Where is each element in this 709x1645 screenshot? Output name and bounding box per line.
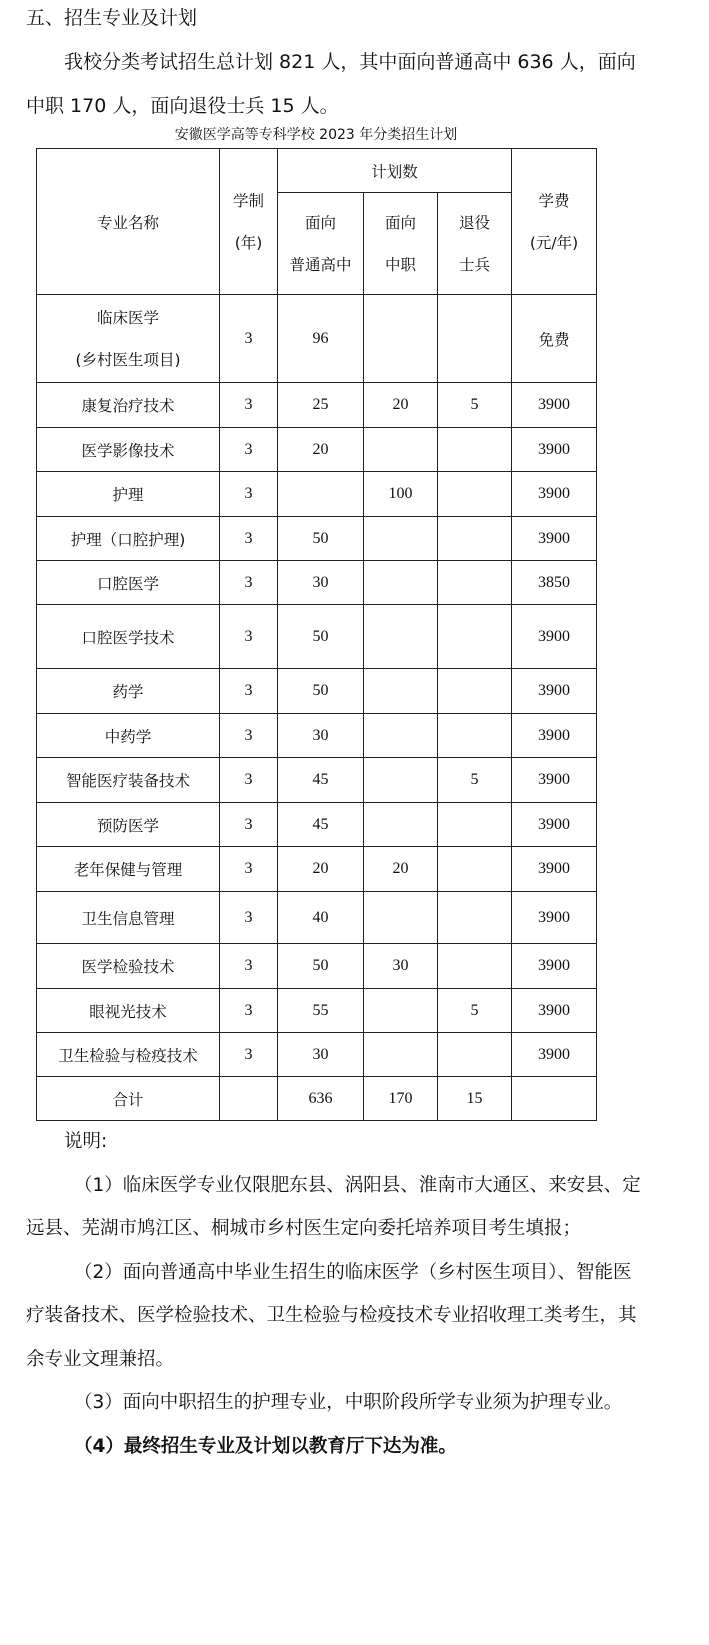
- cell-years: 3: [220, 892, 278, 944]
- intro-paragraph: 我校分类考试招生总计划 821 人，其中面向普通高中 636 人，面向中职 170 人，面向退役士兵 15 人。: [26, 51, 636, 117]
- cell-high-school: 30: [278, 1033, 364, 1077]
- cell-major: 康复治疗技术: [37, 383, 220, 428]
- cell-veterans: [438, 561, 512, 605]
- table-row: [37, 383, 597, 428]
- cell-veterans: [438, 847, 512, 892]
- cell-major: [37, 295, 220, 383]
- cell-high-school: [278, 472, 364, 517]
- cell-fee: 3900: [512, 847, 597, 892]
- header-veterans: [438, 193, 512, 295]
- cell-vocational: 100: [364, 472, 438, 517]
- header-plan: 计划数: [278, 149, 512, 193]
- cell-veterans: [438, 892, 512, 944]
- header-fee: [512, 149, 597, 295]
- major-note: (乡村医生项目): [75, 350, 181, 369]
- header-years: [220, 149, 278, 295]
- table-row: [37, 1033, 597, 1077]
- cell-major: 药学: [37, 669, 220, 714]
- cell-veterans: [438, 605, 512, 669]
- table-row: [37, 758, 597, 803]
- cell-major: 护理（口腔护理): [37, 517, 220, 561]
- cell-vocational: [364, 561, 438, 605]
- cell-veterans: 5: [438, 758, 512, 803]
- cell-years: 3: [220, 295, 278, 383]
- cell-high-school: 30: [278, 714, 364, 758]
- cell-years: 3: [220, 989, 278, 1033]
- cell-fee: 3900: [512, 944, 597, 989]
- notes-section: [26, 1120, 646, 1468]
- header-years-line1: 学制: [232, 191, 264, 210]
- cell-fee: 3900: [512, 803, 597, 847]
- cell-veterans: [438, 517, 512, 561]
- major-name: 临床医学: [96, 308, 159, 327]
- cell-major: 护理: [37, 472, 220, 517]
- header-row-1: [37, 149, 597, 193]
- table-row: [37, 517, 597, 561]
- cell-veterans: [438, 472, 512, 517]
- cell-major: 预防医学: [37, 803, 220, 847]
- total-years: [220, 1077, 278, 1121]
- cell-veterans: [438, 669, 512, 714]
- cell-high-school: 50: [278, 517, 364, 561]
- table-row: [37, 472, 597, 517]
- cell-high-school: 45: [278, 803, 364, 847]
- table-row: [37, 892, 597, 944]
- cell-vocational: 20: [364, 847, 438, 892]
- table-row: [37, 428, 597, 472]
- cell-years: 3: [220, 758, 278, 803]
- cell-vocational: [364, 714, 438, 758]
- section-title: 五、招生专业及计划: [26, 7, 198, 29]
- cell-vocational: [364, 605, 438, 669]
- note-1: （1）临床医学专业仅限肥东县、涡阳县、淮南市大通区、来安县、定远县、芜湖市鸠江区、桐城市乡村医生定向委托培养项目考生填报；: [26, 1174, 641, 1239]
- cell-high-school: 50: [278, 605, 364, 669]
- table-row: [37, 803, 597, 847]
- cell-years: 3: [220, 517, 278, 561]
- cell-years: 3: [220, 472, 278, 517]
- cell-major: 口腔医学: [37, 561, 220, 605]
- cell-fee: 3900: [512, 669, 597, 714]
- cell-high-school: 20: [278, 428, 364, 472]
- cell-veterans: [438, 428, 512, 472]
- cell-fee: 3900: [512, 428, 597, 472]
- header-vs-line1: 面向: [384, 213, 416, 232]
- table-row: [37, 847, 597, 892]
- note-2: （2）面向普通高中毕业生招生的临床医学（乡村医生项目）、智能医疗装备技术、医学检验技术、卫生检验与检疫技术专业招收理工类考生，其余专业文理兼招。: [26, 1261, 637, 1370]
- total-label: 合计: [37, 1077, 220, 1121]
- cell-major: 医学影像技术: [37, 428, 220, 472]
- cell-vocational: [364, 669, 438, 714]
- cell-fee: 3900: [512, 989, 597, 1033]
- note-4: （4）最终招生专业及计划以教育厅下达为准。: [74, 1435, 457, 1457]
- header-fee-line2: (元/年): [529, 233, 579, 252]
- table-caption: 安徽医学高等专科学校 2023 年分类招生计划: [174, 127, 458, 143]
- cell-fee: 免费: [512, 295, 597, 383]
- header-vet-line1: 退役: [459, 213, 491, 232]
- header-vet-line2: 士兵: [459, 255, 491, 274]
- table-row: [37, 561, 597, 605]
- cell-high-school: 45: [278, 758, 364, 803]
- cell-veterans: [438, 1033, 512, 1077]
- cell-fee: 3900: [512, 1033, 597, 1077]
- cell-high-school: 30: [278, 561, 364, 605]
- cell-major: 卫生检验与检疫技术: [37, 1033, 220, 1077]
- cell-fee: 3900: [512, 714, 597, 758]
- cell-major: 医学检验技术: [37, 944, 220, 989]
- cell-fee: 3900: [512, 605, 597, 669]
- table-row: [37, 295, 597, 383]
- cell-vocational: 20: [364, 383, 438, 428]
- cell-fee: 3850: [512, 561, 597, 605]
- cell-major: 眼视光技术: [37, 989, 220, 1033]
- cell-high-school: 25: [278, 383, 364, 428]
- total-high-school: 636: [278, 1077, 364, 1121]
- cell-vocational: [364, 758, 438, 803]
- cell-years: 3: [220, 944, 278, 989]
- cell-veterans: [438, 295, 512, 383]
- table-row: [37, 669, 597, 714]
- cell-major: 智能医疗装备技术: [37, 758, 220, 803]
- header-high-school: [278, 193, 364, 295]
- cell-high-school: 50: [278, 669, 364, 714]
- cell-vocational: [364, 295, 438, 383]
- cell-vocational: [364, 989, 438, 1033]
- cell-fee: 3900: [512, 383, 597, 428]
- cell-veterans: [438, 944, 512, 989]
- header-vs-line2: 中职: [384, 255, 416, 274]
- cell-veterans: 5: [438, 989, 512, 1033]
- cell-fee: 3900: [512, 892, 597, 944]
- header-hs-line1: 面向: [304, 213, 336, 232]
- cell-veterans: 5: [438, 383, 512, 428]
- cell-vocational: [364, 892, 438, 944]
- cell-years: 3: [220, 714, 278, 758]
- cell-vocational: [364, 803, 438, 847]
- cell-high-school: 55: [278, 989, 364, 1033]
- notes-title: 说明:: [64, 1131, 108, 1152]
- cell-years: 3: [220, 605, 278, 669]
- cell-vocational: [364, 428, 438, 472]
- cell-fee: 3900: [512, 517, 597, 561]
- cell-veterans: [438, 803, 512, 847]
- cell-high-school: 96: [278, 295, 364, 383]
- note-3: （3）面向中职招生的护理专业，中职阶段所学专业须为护理专业。: [74, 1392, 623, 1413]
- enrollment-plan-table: [36, 148, 597, 1121]
- header-fee-line1: 学费: [538, 191, 570, 210]
- cell-fee: 3900: [512, 472, 597, 517]
- cell-years: 3: [220, 669, 278, 714]
- cell-high-school: 20: [278, 847, 364, 892]
- table-row: [37, 944, 597, 989]
- cell-vocational: [364, 1033, 438, 1077]
- total-veterans: 15: [438, 1077, 512, 1121]
- cell-major: 口腔医学技术: [37, 605, 220, 669]
- table-row: [37, 714, 597, 758]
- total-row: [37, 1077, 597, 1121]
- header-years-line2: (年): [234, 233, 263, 252]
- total-fee: [512, 1077, 597, 1121]
- cell-vocational: [364, 517, 438, 561]
- cell-veterans: [438, 714, 512, 758]
- cell-years: 3: [220, 1033, 278, 1077]
- cell-major: 老年保健与管理: [37, 847, 220, 892]
- cell-years: 3: [220, 561, 278, 605]
- cell-years: 3: [220, 847, 278, 892]
- header-major: 专业名称: [37, 149, 220, 295]
- cell-years: 3: [220, 428, 278, 472]
- total-vocational: 170: [364, 1077, 438, 1121]
- cell-high-school: 40: [278, 892, 364, 944]
- cell-high-school: 50: [278, 944, 364, 989]
- cell-years: 3: [220, 803, 278, 847]
- cell-fee: 3900: [512, 758, 597, 803]
- table-row: [37, 989, 597, 1033]
- header-vocational: [364, 193, 438, 295]
- cell-years: 3: [220, 383, 278, 428]
- cell-major: 中药学: [37, 714, 220, 758]
- cell-vocational: 30: [364, 944, 438, 989]
- table-row: [37, 605, 597, 669]
- cell-major: 卫生信息管理: [37, 892, 220, 944]
- header-hs-line2: 普通高中: [289, 255, 352, 274]
